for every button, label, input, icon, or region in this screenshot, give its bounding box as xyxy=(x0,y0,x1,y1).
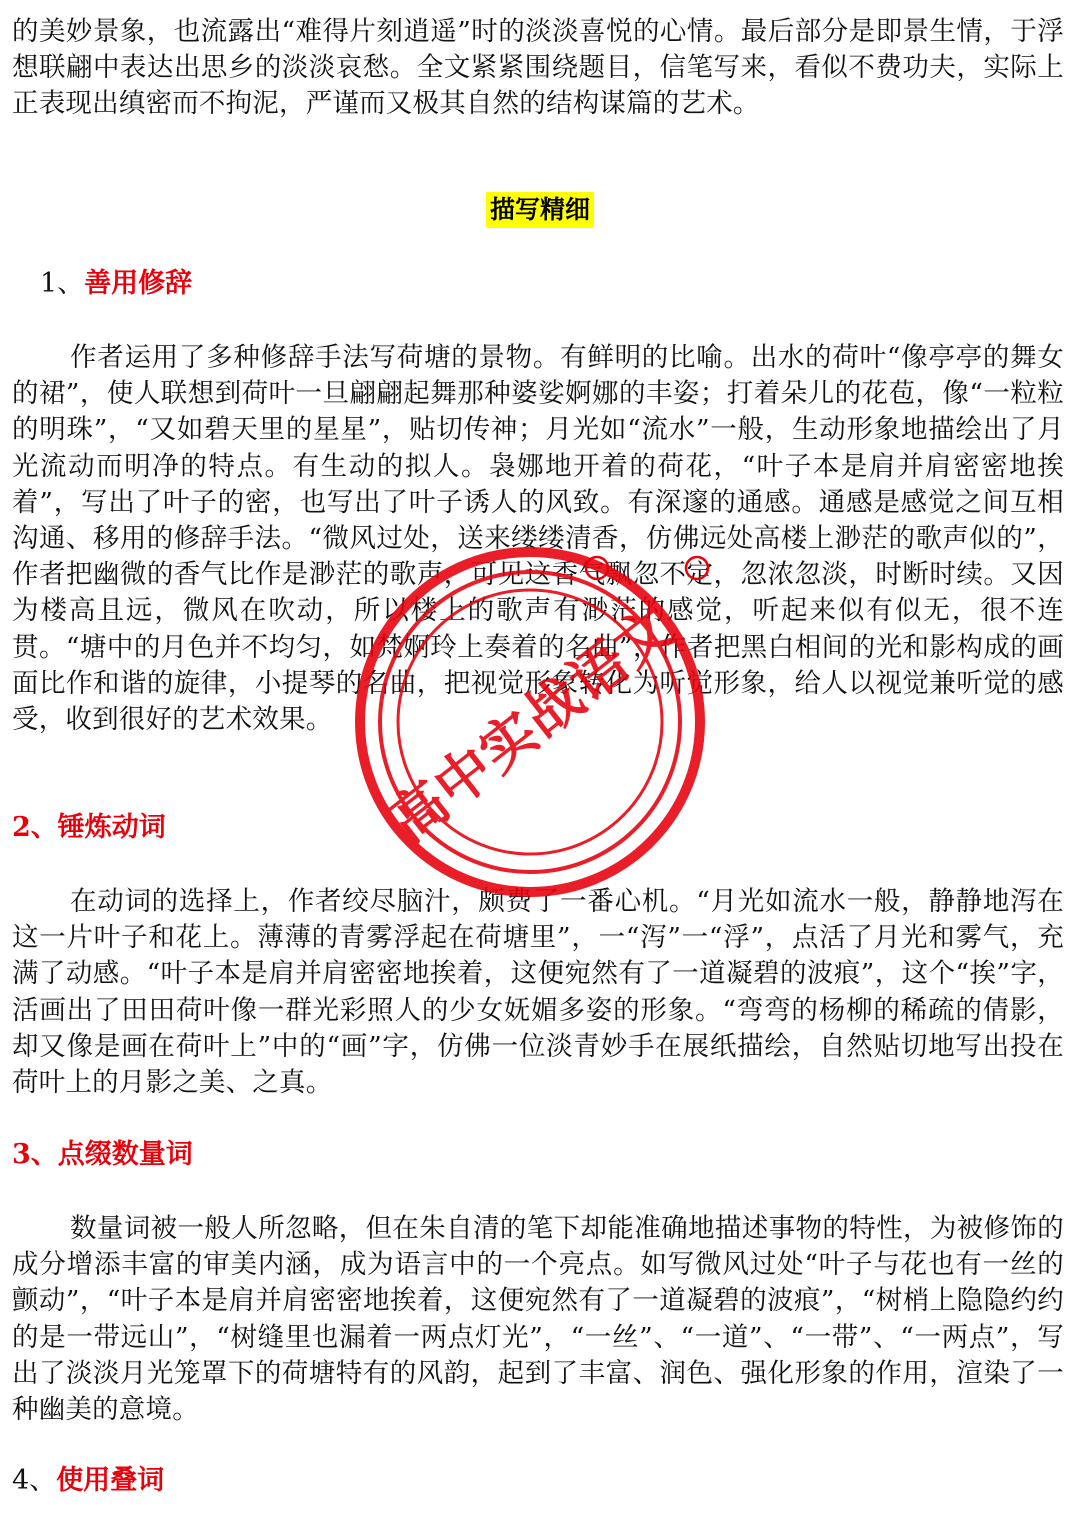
heading-2 xyxy=(12,810,166,846)
section-title-text: 描写精细 xyxy=(486,192,594,228)
heading-4-title: 使用叠词 xyxy=(56,1465,165,1496)
heading-2-number: 2、 xyxy=(12,812,58,843)
heading-4-number: 4、 xyxy=(12,1465,57,1496)
heading-1-number: 1、 xyxy=(40,268,85,299)
intro-paragraph: 的美妙景象，也流露出“难得片刻逍遥”时的淡淡喜悦的心情。最后部分是即景生情，于浮想联翩中表达出思乡的淡淡哀愁。全文紧紧围绕题目，信笔写来，看似不费功夫，实际上正表现出缜密而不拘泥，严谨而又极其自然的结构谋篇的艺术。 xyxy=(12,16,1064,120)
section-3-body: 数量词被一般人所忽略，但在朱自清的笔下却能准确地描述事物的特性，为被修饰的成分增添丰富的审美内涵，成为语言中的一个亮点。如写微风过处“叶子与花也有一丝的颤动”，“叶子本是肩并肩密密地挨着，这便宛然有了一道凝碧的波痕”，“树梢上隐隐约约的是一带远山”，“树缝里也漏着一两点灯光”，“一丝”、“一道”、“一带”、“一两点”，写出了淡淡月光笼罩下的荷塘特有的风韵，起到了丰富、润色、强化形象的作用，渲染了一种幽美的意境。 xyxy=(12,1213,1064,1426)
heading-3-number: 3、 xyxy=(12,1139,58,1170)
heading-3-title: 点缀数量词 xyxy=(57,1139,193,1170)
section-2-body: 在动词的选择上，作者绞尽脑汁，颇费了一番心机。“月光如流水一般，静静地泻在这一片叶子和花上。薄薄的青雾浮起在荷塘里”，一“泻”一“浮”，点活了月光和雾气，充满了动感。“叶子本是肩并肩密密地挨着，这便宛然有了一道凝碧的波痕”，这个“挨”字，活画出了田田荷叶像一群光彩照人的少女妩媚多姿的形象。“弯弯的杨柳的稀疏的倩影，却又像是画在荷叶上”中的“画”字，仿佛一位淡青妙手在展纸描绘，自然贴切地写出投在荷叶上的月影之美、之真。 xyxy=(12,886,1064,1099)
watermark-text: 高中实战语文 xyxy=(377,593,687,856)
section-1-body: 作者运用了多种修辞手法写荷塘的景物。有鲜明的比喻。出水的荷叶“像亭亭的舞女的裙”，使人联想到荷叶一旦翩翩起舞那种婆娑婀娜的丰姿；打着朵儿的花苞，像“一粒粒的明珠”，“又如碧天里的星星”，贴切传神；月光如“流水”一般，生动形象地描绘出了月光流动而明净的特点。有生动的拟人。袅娜地开着的荷花，“叶子本是肩并肩密密地挨着”，写出了叶子的密，也写出了叶子诱人的风致。有深邃的通感。通感是感觉之间互相沟通、移用的修辞手法。“微风过处，送来缕缕清香，仿佛远处高楼上渺茫的歌声似的”，作者把幽微的香气比作是渺茫的歌声，可见这香气飘忽不定，忽浓忽淡，时断时续。又因为楼高且远，微风在吹动，所以楼上的歌声有渺茫的感觉，听起来似有似无，很不连贯。“塘中的月色并不均匀，如梵婀玲上奏着的名曲”，作者把黑白相间的光和影构成的画面比作和谐的旋律，小提琴的名曲，把视觉形象转化为听觉形象，给人以视觉兼听觉的感受，收到很好的艺术效果。 xyxy=(12,342,1064,736)
heading-3 xyxy=(12,1137,193,1173)
heading-1 xyxy=(40,266,192,302)
section-title xyxy=(0,192,1080,230)
heading-1-title: 善用修辞 xyxy=(84,268,193,299)
heading-2-title: 锤炼动词 xyxy=(57,812,166,843)
heading-4 xyxy=(12,1463,164,1499)
